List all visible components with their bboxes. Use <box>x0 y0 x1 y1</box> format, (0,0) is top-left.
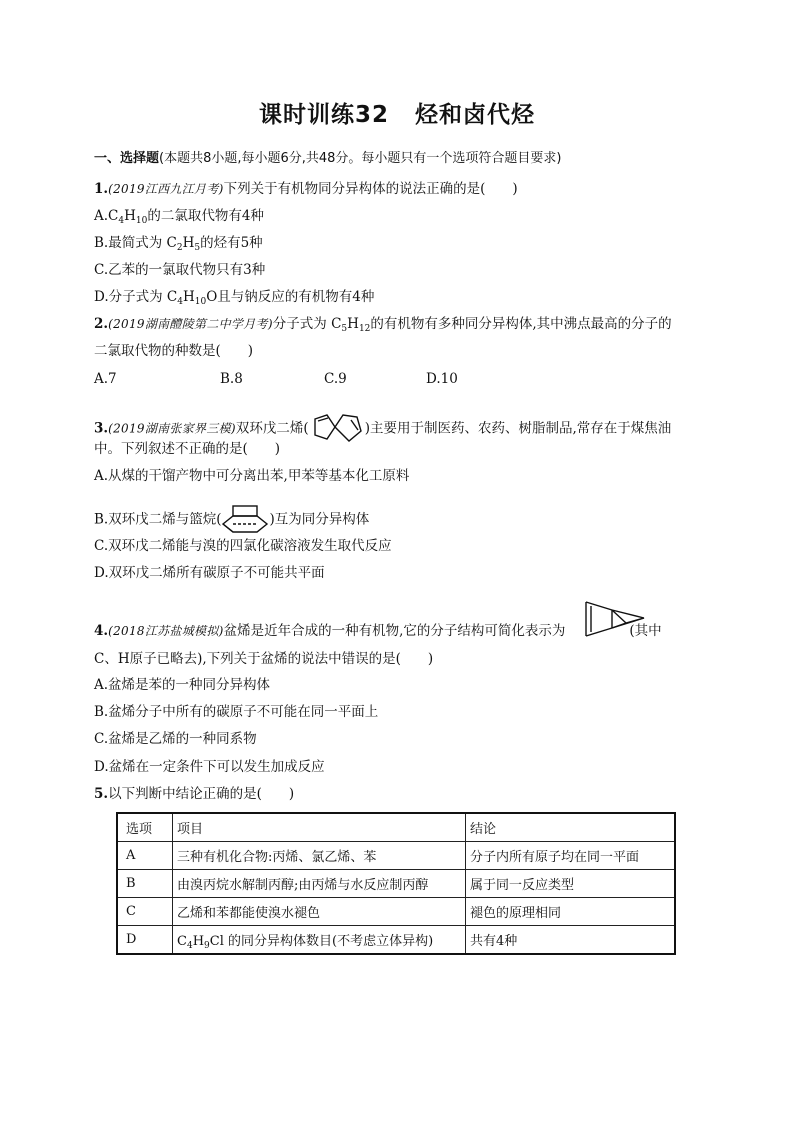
q4-option-c <box>94 730 257 748</box>
q3-text: 双环戊二烯( <box>235 420 309 437</box>
q4-source: (2018江苏盐城模拟) <box>108 624 224 638</box>
table-row <box>117 898 675 926</box>
q4-text: 盆烯是近年合成的一种有机物,它的分子结构可简化表示为 <box>223 623 566 639</box>
q4-stem-line2 <box>94 650 433 668</box>
q1-b-text3: 的烃有5种 <box>200 235 263 251</box>
q3-b-text2: )互为同分异构体 <box>269 511 370 528</box>
q2-option-c: C.9 <box>324 371 347 387</box>
q3-option-a <box>94 467 409 485</box>
q2-text: 分子式为 C <box>272 316 342 332</box>
q1-a-text3: 的二氯取代物有4种 <box>147 208 264 224</box>
q2-option-a: A.7 <box>94 371 117 387</box>
q4-b-text: B.盆烯分子中所有的碳原子不可能在同一平面上 <box>94 704 379 720</box>
q5-stem <box>94 785 294 803</box>
q1-a-text: A.C <box>94 208 119 224</box>
q1-b-text2: H <box>182 235 195 251</box>
q5-text: 以下判断中结论正确的是( ) <box>108 786 295 802</box>
q1-b-sub: 2 <box>176 243 183 253</box>
title-main: 课时训练32 <box>258 102 389 128</box>
q1-d-sub: 4 <box>177 297 183 307</box>
q3-a-text: A.从煤的干馏产物中可分离出苯,甲苯等基本化工原料 <box>94 468 410 484</box>
q4-a-text: A.盆烯是苯的一种同分异构体 <box>94 677 271 693</box>
table-cell-option: D <box>117 926 173 955</box>
q2-text-line2: 二氯取代物的种数是( ) <box>94 343 254 359</box>
table-header-row <box>117 813 675 842</box>
q2-stem-line2 <box>94 342 253 360</box>
q1-d-sub2: 10 <box>194 297 207 307</box>
table-cell-conclusion: 属于同一反应类型 <box>466 870 676 898</box>
q2-option-b: B.8 <box>220 371 243 387</box>
q2-options <box>94 370 458 388</box>
table-cell-conclusion: 分子内所有原子均在同一平面 <box>466 842 676 870</box>
table-cell-conclusion: 共有4种 <box>466 926 676 955</box>
basketane-structure-icon <box>221 504 269 536</box>
formula-sub: 4 <box>186 941 193 951</box>
q1-option-c <box>94 261 265 279</box>
q1-option-b <box>94 234 263 252</box>
q1-number: 1. <box>94 181 109 197</box>
q3-text2: )主要用于制医药、农药、树脂制品,常存在于煤焦油 <box>364 420 672 437</box>
table-cell-option: A <box>117 842 173 870</box>
q3-stem-line2 <box>94 440 280 458</box>
title-topic: 烃和卤代烃 <box>415 102 535 128</box>
q1-b-text: B.最简式为 C <box>94 235 177 251</box>
q2-source: (2019湖南醴陵第二中学月考) <box>108 317 273 331</box>
q5-table <box>116 812 676 955</box>
q2-number: 2. <box>94 316 109 332</box>
table-cell-item: 由溴丙烷水解制丙醇;由丙烯与水反应制丙醇 <box>173 870 466 898</box>
q3-d-text: D.双环戊二烯所有碳原子不可能共平面 <box>94 565 325 581</box>
formula-part: C <box>177 934 187 949</box>
q1-a-sub2: 10 <box>135 216 148 226</box>
q4-c-text: C.盆烯是乙烯的一种同系物 <box>94 731 257 747</box>
q3-number: 3. <box>94 420 109 437</box>
table-cell-option: B <box>117 870 173 898</box>
q4-option-d <box>94 758 325 776</box>
table-cell-item <box>173 926 466 955</box>
q5-number: 5. <box>94 786 109 802</box>
section-heading <box>94 150 562 168</box>
table-cell-conclusion: 褪色的原理相同 <box>466 898 676 926</box>
page-title <box>0 96 794 129</box>
q1-option-d <box>94 288 374 306</box>
section-note: (本题共8小题,每小题6分,共48分。每小题只有一个选项符合题目要求) <box>159 151 562 166</box>
q3-option-c <box>94 537 392 555</box>
table-header-cell: 选项 <box>117 813 173 842</box>
q1-stem <box>94 180 518 198</box>
table-header-cell: 结论 <box>466 813 676 842</box>
q3-option-b <box>94 504 369 536</box>
q2-sub: 5 <box>341 324 348 334</box>
q4-text2: (其中 <box>629 623 662 639</box>
q2-stem <box>94 315 672 333</box>
q4-number: 4. <box>94 623 109 639</box>
table-row <box>117 842 675 870</box>
table-header-cell: 项目 <box>173 813 466 842</box>
q1-d-text: D.分子式为 C <box>94 289 178 305</box>
q2-option-d: D.10 <box>426 371 458 387</box>
q1-d-text2: H <box>183 289 195 305</box>
q1-c-text: C.乙苯的一氯取代物只有3种 <box>94 262 266 278</box>
q1-d-text3: O且与钠反应的有机物有4种 <box>206 289 375 305</box>
q2-text3: 的有机物有多种同分异构体,其中沸点最高的分子的 <box>370 316 672 332</box>
q1-a-sub: 4 <box>118 216 125 226</box>
q3-text-line2: 中。下列叙述不正确的是( ) <box>94 441 281 457</box>
table-cell-item: 乙烯和苯都能使溴水褪色 <box>173 898 466 926</box>
q1-option-a <box>94 207 264 225</box>
table-row <box>117 870 675 898</box>
q2-sub2: 12 <box>358 324 371 334</box>
formula-sub: 9 <box>204 941 210 951</box>
q4-d-text: D.盆烯在一定条件下可以发生加成反应 <box>94 759 325 775</box>
q1-b-sub2: 5 <box>194 243 201 253</box>
formula-part: Cl 的同分异构体数目(不考虑立体异构) <box>209 934 434 949</box>
benzvalene-structure-icon <box>582 596 648 642</box>
q3-option-d <box>94 564 325 582</box>
q3-source: (2019湖南张家界三模) <box>108 421 236 436</box>
section-label: 一、选择题 <box>94 151 160 166</box>
table-row <box>117 926 675 955</box>
q2-text2: H <box>347 316 359 332</box>
q4-stem <box>94 622 662 640</box>
formula-part: H <box>192 934 205 949</box>
q1-text: 下列关于有机物同分异构体的说法正确的是( ) <box>223 181 518 197</box>
q1-source: (2019江西九江月考) <box>108 182 224 196</box>
dicyclopentadiene-structure-icon <box>309 411 365 447</box>
q4-text-line2: C、H原子已略去),下列关于盆烯的说法中错误的是( ) <box>94 651 434 667</box>
q4-option-b <box>94 703 378 721</box>
q3-c-text: C.双环戊二烯能与溴的四氯化碳溶液发生取代反应 <box>94 538 392 554</box>
q4-option-a <box>94 676 270 694</box>
q3-b-text: B.双环戊二烯与篮烷( <box>94 511 222 528</box>
table-cell-option: C <box>117 898 173 926</box>
q1-a-text2: H <box>124 208 136 224</box>
table-cell-item: 三种有机化合物:丙烯、氯乙烯、苯 <box>173 842 466 870</box>
